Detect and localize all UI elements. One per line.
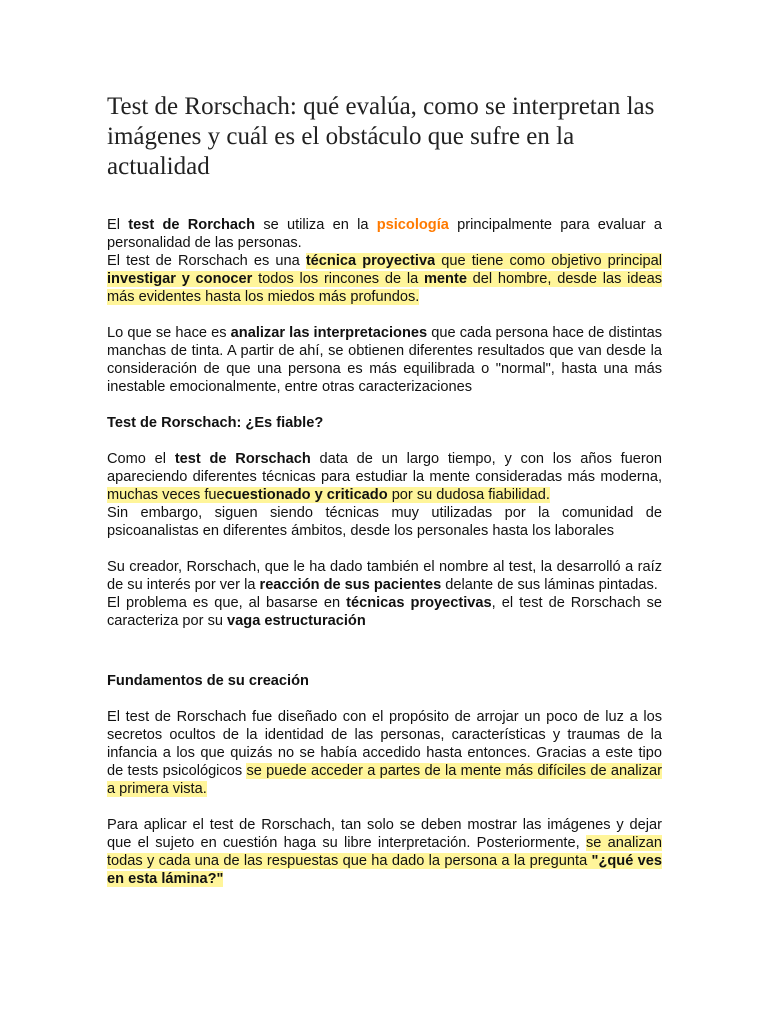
highlighted-text: que tiene como objetivo principal [435,253,663,269]
text-run: Como el [107,451,175,467]
text-run: Lo que se hace es [107,325,231,341]
text-run: se utiliza en la [255,217,377,233]
bold-term: test de Rorchach [128,217,256,233]
paragraph-foundations [107,708,662,798]
section-heading-foundations: Fundamentos de su creación [107,673,309,689]
text-run: El problema es que, al basarse en [107,595,347,611]
highlighted-text: se analizan todas y cada una de las respuestas que ha dado la persona a la pregunta [107,835,662,869]
bold-term: reacción de sus pacientes [259,577,442,593]
paragraph-reliability [107,450,662,504]
text-run: delante de sus láminas pintadas. [441,577,658,593]
bold-term: test de Rorschach [174,451,311,467]
highlighted-text: se puede acceder a partes de la mente más difíciles de analizar a primera vista. [107,763,662,797]
article-body [107,216,662,888]
highlighted-text: por su dudosa fiabilidad. [387,487,550,503]
paragraph-technique [107,252,662,306]
highlighted-text: todos los rincones de la [252,271,424,287]
bold-term: técnicas proyectivas [346,595,492,611]
paragraph-creator [107,558,662,594]
highlighted-bold-term: cuestionado y criticado [224,487,388,503]
highlighted-bold-term: investigar y conocer [107,271,253,287]
paragraph-problem [107,594,662,630]
text-run: El test de Rorschach es una [107,253,306,269]
paragraph-intro [107,216,662,252]
bold-term: vaga estructuración [227,613,366,629]
highlighted-text: del hombre, desde las ideas más evidentes hasta los miedos más profundos. [107,271,663,305]
text-run: Para aplicar el test de Rorschach, tan solo se deben mostrar las imágenes y dejar que el sujeto en cuestión haga su libre interpretación. Posteriormente, [107,817,662,851]
text-run: El [107,217,129,233]
highlighted-text: muchas veces fue [107,487,225,503]
highlighted-bold-term: técnica proyectiva [305,253,436,269]
text-run: , el test de Rorschach se caracteriza por su [107,595,662,629]
page-title: Test de Rorschach: qué evalúa, como se interpretan las imágenes y cuál es el obstáculo que sufre en la actualidad [107,93,655,180]
highlighted-bold-term: mente [423,271,467,287]
text-run: principalmente para evaluar a personalidad de las personas. [107,217,663,251]
paragraph-application [107,816,662,888]
section-heading-reliability: Test de Rorschach: ¿Es fiable? [107,415,324,431]
highlighted-bold-question: "¿qué ves en esta lámina?" [107,853,662,887]
paragraph-interpretations [107,324,662,396]
text-run: data de un largo tiempo, y con los años fueron apareciendo diferentes técnicas para estudiar la mente consideradas más moderna, [107,451,663,485]
paragraph-still-used: Sin embargo, siguen siendo técnicas muy utilizadas por la comunidad de psicoanalistas en diferentes ámbitos, desde los personales hasta los laborales [107,505,662,539]
bold-term: analizar las interpretaciones [230,325,428,341]
psicologia-link[interactable]: psicología [376,217,449,233]
text-run: que cada persona hace de distintas manchas de tinta. A partir de ahí, se obtienen diferentes resultados que van desde la consideración de que una persona es más equilibrada o "normal", hasta una más inestable emocionalmente, entre otras caracterizaciones [107,325,662,395]
text-run: El test de Rorschach fue diseñado con el propósito de arrojar un poco de luz a los secretos ocultos de la identidad de las personas, características y traumas de la infancia a los que quizás no se había accedido hasta entonces. Gracias a este tipo de tests psicológicos [107,709,662,779]
text-run: Su creador, Rorschach, que le ha dado también el nombre al test, la desarrolló a raíz de su interés por ver la [107,559,662,593]
